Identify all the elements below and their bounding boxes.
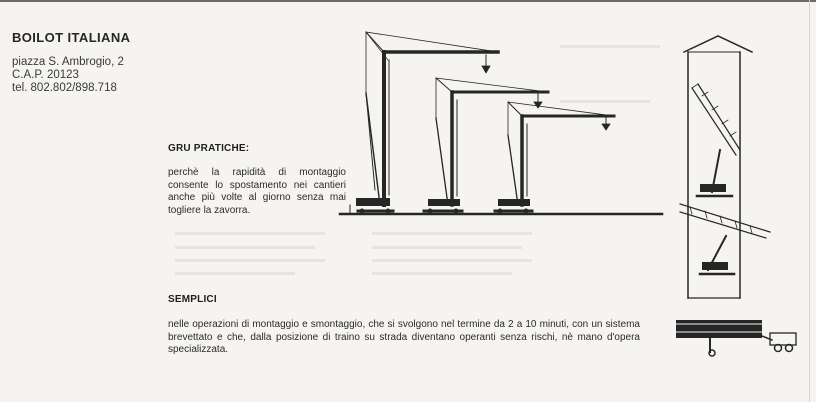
assembly-frame [680,36,770,298]
paragraph-semplici: nelle operazioni di montaggio e smontaggio, che si svolgono nel termine da 2 a 10 minuti, con un sistema brevettato e che, dalla posizione di traino su strada diventano operanti senza rischi, nè mano d'opera specializzata. [168,319,640,355]
crane-short [495,102,614,214]
crane-tall [350,32,498,214]
heading-gru-pratiche: GRU PRATICHE: [168,143,250,154]
company-name: BOILOT ITALIANA [12,30,131,45]
heading-semplici: SEMPLICI [168,294,217,305]
address-postcode: C.A.P. 20123 [12,69,79,81]
address-street: piazza S. Ambrogio, 2 [12,56,124,68]
crane-medium [424,78,548,214]
address-phone: tel. 802.802/898.718 [12,82,117,94]
paragraph-gru-pratiche: perchè la rapidità di montaggio consente lo spostamento nei cantieri anche più volte al giorno senza mai togliere la zavorra. [168,167,346,216]
towed-crane [676,320,796,356]
